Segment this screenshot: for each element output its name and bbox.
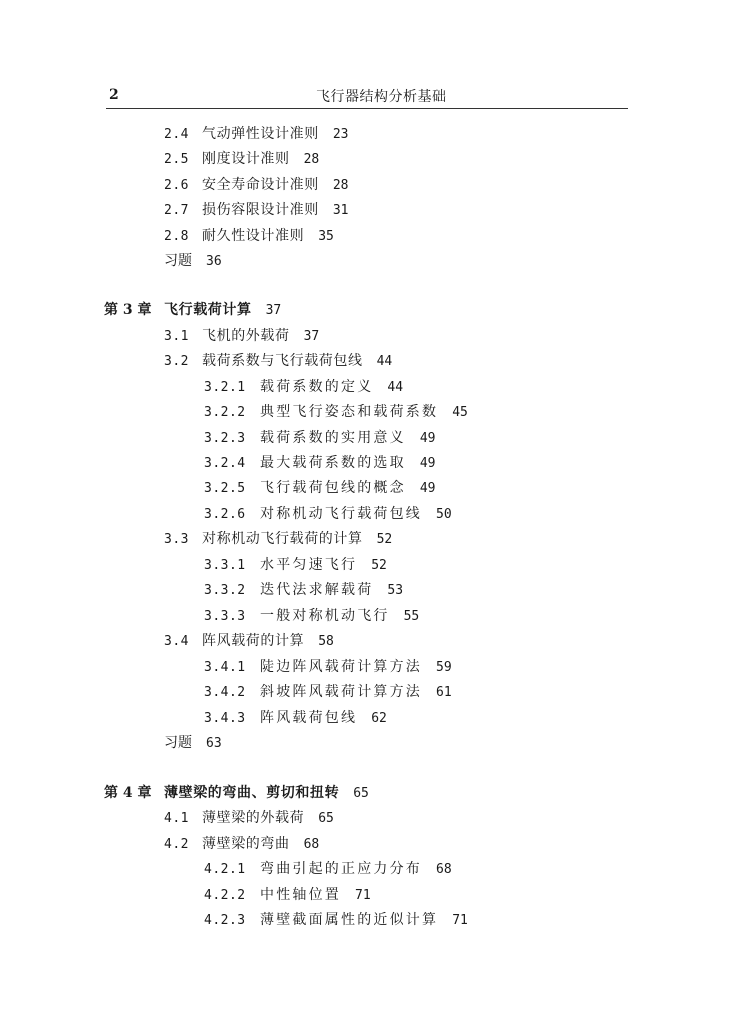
toc-subsection-entry (204, 885, 371, 905)
subsection-number: 3.2.6 (204, 507, 246, 522)
entry-title: 习题 (164, 253, 192, 269)
entry-title: 飞行载荷包线的概念 (260, 480, 406, 496)
entry-title: 中性轴位置 (260, 887, 341, 903)
toc-exercise-entry (164, 733, 222, 753)
entry-page-number: 37 (303, 329, 320, 344)
entry-page-number: 37 (265, 303, 282, 318)
page-number: 2 (109, 87, 119, 103)
toc-subsection-entry (204, 402, 468, 422)
entry-page-number: 44 (387, 380, 404, 395)
entry-page-number: 52 (371, 558, 387, 573)
toc-subsection-entry (204, 478, 435, 498)
toc-chapter-entry (104, 783, 369, 803)
entry-page-number: 35 (318, 229, 334, 244)
subsection-number: 3.2.1 (204, 380, 246, 395)
section-number: 2.7 (164, 203, 189, 218)
toc-section-entry (164, 175, 348, 195)
book-title: 飞行器结构分析基础 (316, 89, 447, 105)
toc-subsection-entry (204, 428, 435, 448)
subsection-number: 3.2.4 (204, 456, 246, 471)
entry-page-number: 45 (452, 405, 468, 420)
section-number: 3.1 (164, 329, 189, 344)
entry-title: 安全寿命设计准则 (202, 177, 319, 193)
entry-title: 陡边阵风载荷计算方法 (260, 659, 422, 675)
entry-title: 最大载荷系数的选取 (260, 455, 406, 471)
subsection-number: 3.4.2 (204, 685, 246, 700)
entry-page-number: 58 (318, 634, 334, 649)
entry-page-number: 68 (436, 862, 452, 877)
toc-subsection-entry (204, 859, 452, 879)
toc-section-entry (164, 808, 334, 828)
entry-title: 斜坡阵风载荷计算方法 (260, 684, 422, 700)
entry-page-number: 36 (206, 254, 222, 269)
toc-subsection-entry (204, 606, 419, 626)
toc-section-entry (164, 326, 319, 346)
entry-title: 薄壁梁的弯曲 (202, 836, 290, 852)
section-number: 2.8 (164, 229, 189, 244)
toc-section-entry (164, 226, 334, 246)
entry-title: 迭代法求解载荷 (260, 582, 374, 598)
section-number: 3.3 (164, 532, 189, 547)
entry-title: 弯曲引起的正应力分布 (260, 861, 422, 877)
entry-page-number: 28 (332, 178, 349, 193)
entry-title: 飞机的外载荷 (202, 328, 290, 344)
entry-title: 对称机动飞行载荷包线 (260, 506, 422, 522)
entry-page-number: 65 (353, 786, 369, 801)
entry-title: 典型飞行姿态和载荷系数 (260, 404, 439, 420)
subsection-number: 3.3.3 (204, 609, 246, 624)
entry-page-number: 55 (403, 609, 420, 624)
toc-subsection-entry (204, 682, 452, 702)
entry-page-number: 49 (419, 481, 436, 496)
subsection-number: 3.2.5 (204, 481, 246, 496)
toc-exercise-entry (164, 251, 222, 271)
entry-page-number: 49 (419, 456, 436, 471)
toc-subsection-entry (204, 580, 403, 600)
toc-subsection-entry (204, 555, 387, 575)
entry-title: 耐久性设计准则 (202, 228, 305, 244)
entry-title: 薄壁梁的弯曲、剪切和扭转 (164, 785, 340, 801)
subsection-number: 4.2.2 (204, 888, 246, 903)
toc-section-entry (164, 351, 392, 371)
toc-subsection-entry (204, 377, 403, 397)
toc-section-entry (164, 124, 348, 144)
entry-page-number: 68 (303, 837, 320, 852)
entry-page-number: 53 (387, 583, 404, 598)
section-number: 3.2 (164, 354, 189, 369)
entry-page-number: 31 (332, 203, 349, 218)
entry-page-number: 65 (318, 811, 334, 826)
subsection-number: 3.4.3 (204, 711, 246, 726)
entry-page-number: 23 (332, 127, 349, 142)
toc-subsection-entry (204, 453, 435, 473)
subsection-number: 4.2.3 (204, 913, 246, 928)
subsection-number: 3.2.3 (204, 431, 246, 446)
entry-title: 气动弹性设计准则 (202, 126, 319, 142)
section-number: 2.4 (164, 127, 189, 142)
entry-page-number: 28 (303, 152, 320, 167)
entry-page-number: 62 (371, 711, 387, 726)
entry-title: 损伤容限设计准则 (202, 202, 319, 218)
entry-page-number: 61 (436, 685, 452, 700)
toc-section-entry (164, 834, 319, 854)
toc-section-entry (164, 631, 334, 651)
entry-title: 习题 (164, 735, 192, 751)
entry-title: 薄壁截面属性的近似计算 (260, 912, 439, 928)
toc-section-entry (164, 149, 319, 169)
section-number: 2.5 (164, 152, 189, 167)
toc-section-entry (164, 200, 348, 220)
entry-title: 水平匀速飞行 (260, 557, 358, 573)
entry-title: 载荷系数的实用意义 (260, 430, 406, 446)
chapter-number: 第 3 章 (104, 302, 152, 318)
entry-title: 载荷系数与飞行载荷包线 (202, 353, 363, 369)
entry-page-number: 50 (436, 507, 452, 522)
section-number: 2.6 (164, 178, 189, 193)
section-number: 4.1 (164, 811, 189, 826)
subsection-number: 3.2.2 (204, 405, 246, 420)
entry-title: 刚度设计准则 (202, 151, 290, 167)
entry-page-number: 44 (376, 354, 393, 369)
subsection-number: 3.3.2 (204, 583, 246, 598)
entry-title: 对称机动飞行载荷的计算 (202, 531, 363, 547)
entry-page-number: 59 (436, 660, 452, 675)
entry-page-number: 71 (452, 913, 468, 928)
entry-title: 薄壁梁的外载荷 (202, 810, 305, 826)
subsection-number: 3.3.1 (204, 558, 246, 573)
entry-title: 一般对称机动飞行 (260, 608, 390, 624)
entry-page-number: 63 (206, 736, 222, 751)
toc-subsection-entry (204, 708, 387, 728)
entry-title: 飞行载荷计算 (164, 302, 252, 318)
entry-title: 阵风载荷包线 (260, 710, 358, 726)
entry-page-number: 71 (355, 888, 371, 903)
section-number: 4.2 (164, 837, 189, 852)
toc-subsection-entry (204, 657, 452, 677)
subsection-number: 3.4.1 (204, 660, 246, 675)
toc-subsection-entry (204, 504, 452, 524)
toc-section-entry (164, 529, 392, 549)
entry-title: 载荷系数的定义 (260, 379, 374, 395)
section-number: 3.4 (164, 634, 189, 649)
toc-subsection-entry (204, 910, 468, 930)
subsection-number: 4.2.1 (204, 862, 246, 877)
toc-chapter-entry (104, 300, 281, 320)
entry-title: 阵风载荷的计算 (202, 633, 305, 649)
entry-page-number: 52 (376, 532, 393, 547)
entry-page-number: 49 (419, 431, 436, 446)
chapter-number: 第 4 章 (104, 785, 152, 801)
